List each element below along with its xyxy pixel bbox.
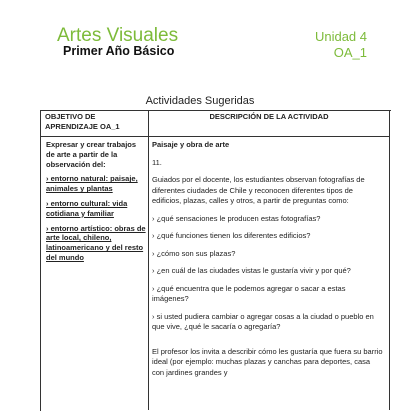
question-5: › ¿qué encuentra que le podemos agregar o sacar a estas imágenes? [152,283,346,303]
question-3: › ¿cómo son sus plazas? [152,248,236,258]
objective-item-artistic: › entorno artístico: obras de arte local, chileno, latinoamericano y del resto del mundo [46,223,146,262]
question-2: › ¿qué funciones tienen los diferentes edificios? [152,231,311,240]
objective-column-header: OBJETIVO DE APRENDIZAJE OA_1 [45,112,120,131]
grade-subtitle: Primer Año Básico [63,44,175,58]
activity-cell [152,140,384,385]
objective-code: OA_1 [333,45,367,60]
subject-title: Artes Visuales [57,25,179,46]
activity-intro: Guiados por el docente, los estudiantes observan fotografías de diferentes ciudades de Chile y reconocen diferentes tipos de edificios, plazas, calles y otros, a partir de preguntas como: [152,175,365,205]
section-title: Actividades Sugeridas [145,95,255,107]
table-header-divider [40,136,390,137]
activity-title: Paisaje y obra de arte [152,140,230,149]
objective-item-natural: › entorno natural: paisaje, animales y plantas [46,174,138,194]
question-6: › si usted pudiera cambiar o agregar cosas a la ciudad o pueblo en que vive, ¿qué le sacaría o agregaría? [152,311,374,331]
objective-cell [46,140,146,268]
question-4: › ¿en cuál de las ciudades vistas le gustaría vivir y por qué? [152,266,351,275]
activity-closing: El profesor los invita a describir cómo les gustaría que fuera su barrio ideal (por ejemplo: muchas plazas y canchas para deportes, casa con jardines grandes y [152,346,383,377]
objective-item-cultural: › entorno cultural: vida cotidiana y familiar [46,198,128,218]
objective-intro: Expresar y crear trabajos de arte a partir de la observación del: [46,140,137,169]
activity-number: 11. [152,157,162,167]
question-1: › ¿qué sensaciones le producen estas fotografías? [152,213,321,223]
table-column-divider [148,110,149,410]
unit-label: Unidad 4 [314,29,367,44]
table-right-border [389,110,390,410]
activity-column-header: DESCRIPCIÓN DE LA ACTIVIDAD [209,112,329,121]
